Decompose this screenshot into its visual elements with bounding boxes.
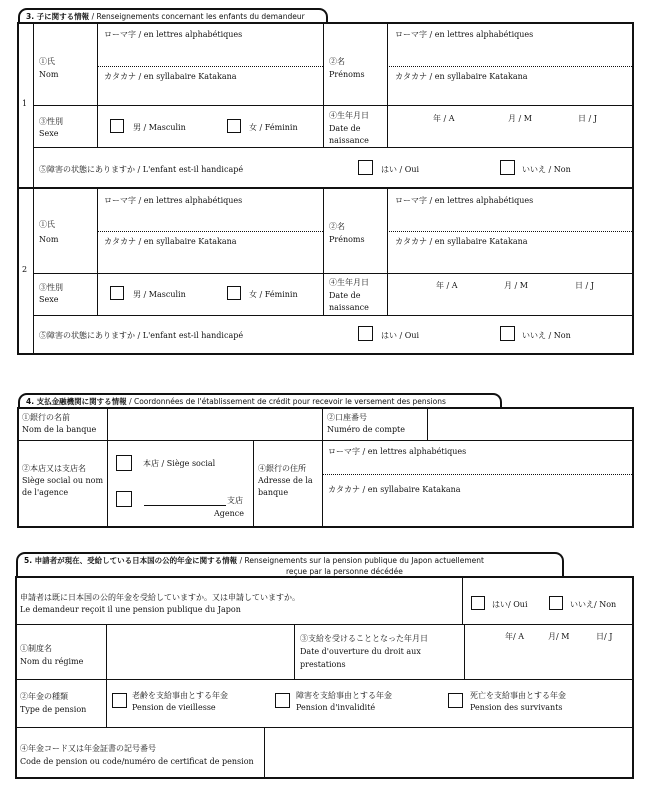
child-2-dob-label: ④生年月日 — [329, 278, 369, 287]
pension-code-label-fr: Code de pension ou code/numéro de certificat de pension — [20, 757, 254, 766]
survivants-label-fr: Pension des survivants — [470, 703, 563, 712]
child-1-prenom-katakana[interactable]: カタカナ / en syllabaire Katakana — [395, 72, 528, 81]
branch-label-jp: ②本店又は支店名 — [22, 464, 86, 473]
child-1-oui-checkbox[interactable] — [358, 160, 373, 175]
branch-checkbox[interactable] — [116, 491, 132, 507]
head-office-checkbox[interactable] — [116, 455, 132, 471]
child-2-prenom-katakana[interactable]: カタカナ / en syllabaire Katakana — [395, 237, 528, 246]
pension-type-label-fr: Type de pension — [20, 705, 87, 714]
pension-oui-checkbox[interactable] — [471, 596, 485, 610]
child-1-sexe-label: ③性別 — [39, 117, 63, 126]
child-1-oui-label: はい / Oui — [381, 165, 420, 174]
bank-name-label-fr: Nom de la banque — [22, 425, 97, 434]
section-4-frame — [17, 407, 634, 528]
vieillesse-checkbox[interactable] — [112, 693, 127, 708]
invalidite-label-fr: Pension d'invalidité — [296, 703, 376, 712]
child-2-name-label: ①氏 — [39, 220, 55, 229]
bank-address-romaji[interactable]: ローマ字 / en lettres alphabétiques — [328, 447, 467, 456]
child-1-name-label: ①氏 — [39, 57, 55, 66]
child-1-male-checkbox[interactable] — [110, 119, 124, 133]
bank-address-label-fr2: banque — [258, 488, 289, 497]
ouverture-day[interactable]: 日/ J — [596, 632, 613, 641]
child-2-name-fr: Nom — [39, 235, 59, 244]
pension-non-label: いいえ/ Non — [570, 600, 617, 609]
child-1-prenom-label: ②名 — [329, 57, 345, 66]
invalidite-label-jp: 障害を支給事由とする年金 — [296, 691, 392, 700]
bank-address-label-fr1: Adresse de la — [258, 476, 313, 485]
ouverture-month[interactable]: 月/ M — [548, 632, 570, 641]
child-1-number: 1 — [22, 99, 28, 108]
ouverture-label-fr2: prestations — [300, 660, 346, 669]
section-5-title-line2: reçue par la personne décédée — [286, 567, 403, 576]
pension-code-label-jp: ④年金コード又は年金証書の記号番号 — [20, 744, 156, 753]
invalidite-checkbox[interactable] — [275, 693, 290, 708]
branch-label-fr2: de l'agence — [22, 488, 69, 497]
child-2-oui-checkbox[interactable] — [358, 326, 373, 341]
child-2-name-katakana[interactable]: カタカナ / en syllabaire Katakana — [104, 237, 237, 246]
child-2-prenom-fr: Prénoms — [329, 235, 365, 244]
child-2-name-romaji[interactable]: ローマ字 / en lettres alphabétiques — [104, 196, 243, 205]
section-4-title: 4. 支払金融機関に関する情報 / Coordonnées de l'établissement de crédit pour recevoir le versement des pensions — [18, 393, 502, 409]
child-1-non-label: いいえ / Non — [522, 165, 571, 174]
bank-address-label-jp: ④銀行の住所 — [258, 464, 306, 473]
agence-label: Agence — [214, 509, 244, 518]
child-1-male-label: 男 / Masculin — [133, 123, 186, 132]
child-1-year[interactable]: 年 / A — [433, 114, 455, 123]
child-2-handicap-question: ⑤障害の状態にありますか / L'enfant est-il handicapé — [39, 331, 244, 340]
child-2-sexe-label: ③性別 — [39, 283, 63, 292]
vieillesse-label-fr: Pension de vieillesse — [132, 703, 216, 712]
child-2-number: 2 — [22, 265, 28, 274]
account-number-label-jp: ②口座番号 — [327, 413, 367, 422]
child-1-female-checkbox[interactable] — [227, 119, 241, 133]
child-1-dob-label: ④生年月日 — [329, 111, 369, 120]
ouverture-year[interactable]: 年/ A — [505, 632, 525, 641]
child-1-name-fr: Nom — [39, 70, 59, 79]
child-1-dob-fr1: Date de — [329, 124, 361, 133]
child-2-female-label: 女 / Féminin — [249, 290, 298, 299]
ouverture-label-fr1: Date d'ouverture du droit aux — [300, 647, 421, 656]
child-2-oui-label: はい / Oui — [381, 331, 420, 340]
child-1-prenom-romaji[interactable]: ローマ字 / en lettres alphabétiques — [395, 30, 534, 39]
child-1-handicap-question: ⑤障害の状態にありますか / L'enfant est-il handicapé — [39, 165, 244, 174]
pension-question-fr: Le demandeur reçoit il une pension publique du Japon — [20, 605, 241, 614]
child-2-sexe-fr: Sexe — [39, 295, 59, 304]
vieillesse-label-jp: 老齢を支給事由とする年金 — [132, 691, 228, 700]
child-1-month[interactable]: 月 / M — [508, 114, 532, 123]
branch-label-fr1: Siège social ou nom — [22, 476, 104, 485]
account-number-label-fr: Numéro de compte — [327, 425, 406, 434]
child-1-prenom-fr: Prénoms — [329, 70, 365, 79]
section-5-title: 5. 申請者が現在、受給している日本国の公的年金に関する情報 / Renseignements sur la pension publique du Japon actuellement reçue par la personne décédée — [16, 552, 564, 578]
pension-type-label-jp: ②年金の種類 — [20, 692, 68, 701]
regime-label-fr: Nom du régime — [20, 657, 84, 666]
child-2-dob-fr2: naissance — [329, 303, 369, 312]
child-2-male-label: 男 / Masculin — [133, 290, 186, 299]
child-2-non-checkbox[interactable] — [500, 326, 515, 341]
child-1-sexe-fr: Sexe — [39, 129, 59, 138]
pension-oui-label: はい/ Oui — [492, 600, 528, 609]
child-2-dob-fr1: Date de — [329, 291, 361, 300]
survivants-checkbox[interactable] — [448, 693, 463, 708]
pension-question-jp: 申請者は既に日本国の公的年金を受給していますか。又は申請していますか。 — [20, 593, 300, 602]
child-2-prenom-label: ②名 — [329, 222, 345, 231]
branch-name-line[interactable] — [144, 505, 226, 506]
bank-name-label-jp: ①銀行の名前 — [22, 413, 70, 422]
survivants-label-jp: 死亡を支給事由とする年金 — [470, 691, 566, 700]
section-3-title: 3. 子に関する情報 / Renseignements concernant les enfants du demandeur — [18, 8, 328, 24]
regime-label-jp: ①制度名 — [20, 644, 52, 653]
child-2-year[interactable]: 年 / A — [436, 281, 458, 290]
child-1-name-katakana[interactable]: カタカナ / en syllabaire Katakana — [104, 72, 237, 81]
ouverture-label-jp: ③支給を受けることとなった年月日 — [300, 634, 428, 643]
pension-non-checkbox[interactable] — [549, 596, 563, 610]
child-1-dob-fr2: naissance — [329, 136, 369, 145]
child-1-non-checkbox[interactable] — [500, 160, 515, 175]
child-2-non-label: いいえ / Non — [522, 331, 571, 340]
child-1-day[interactable]: 日 / J — [578, 114, 597, 123]
child-2-prenom-romaji[interactable]: ローマ字 / en lettres alphabétiques — [395, 196, 534, 205]
child-2-male-checkbox[interactable] — [110, 286, 124, 300]
head-office-label: 本店 / Siège social — [143, 459, 216, 468]
child-2-day[interactable]: 日 / J — [575, 281, 594, 290]
child-2-month[interactable]: 月 / M — [504, 281, 528, 290]
child-1-female-label: 女 / Féminin — [249, 123, 298, 132]
child-2-female-checkbox[interactable] — [227, 286, 241, 300]
bank-address-katakana[interactable]: カタカナ / en syllabaire Katakana — [328, 485, 461, 494]
child-1-name-romaji[interactable]: ローマ字 / en lettres alphabétiques — [104, 30, 243, 39]
branch-suffix-label: 支店 — [227, 496, 243, 505]
